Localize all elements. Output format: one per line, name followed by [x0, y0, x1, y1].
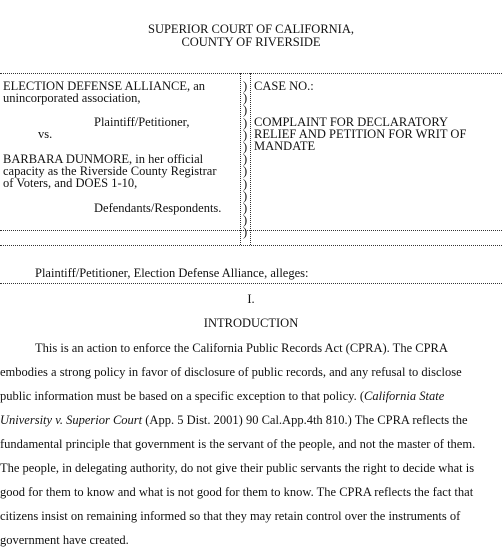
caption-paren: ) — [243, 225, 248, 240]
court-name: SUPERIOR COURT OF CALIFORNIA, — [148, 22, 354, 36]
body-line-8: citizens insist on remaining informed so that they may retain control over the instruments of — [0, 509, 461, 523]
pleading-title-line-2: RELIEF AND PETITION FOR WRIT OF — [254, 127, 467, 141]
plaintiff-role: Plaintiff/Petitioner, — [94, 115, 190, 129]
section-number: I. — [247, 292, 255, 306]
defendant-line-2: capacity as the Riverside County Registrar — [3, 164, 217, 178]
court-county: COUNTY OF RIVERSIDE — [181, 35, 321, 49]
caption-paren: ) — [243, 188, 248, 203]
versus: vs. — [38, 127, 53, 141]
body-line-5: fundamental principle that government is the servant of the people, and not the master of them. — [0, 437, 476, 451]
body-line-1: This is an action to enforce the California Public Records Act (CPRA). The CPRA — [35, 341, 448, 355]
body-line-4 — [0, 408, 502, 432]
plaintiff-name-line-2: unincorporated association, — [3, 91, 141, 105]
defendant-role: Defendants/Respondents. — [94, 201, 222, 215]
body-line-3-text: public information must be based on a specific exception to that policy. ( — [0, 389, 365, 403]
pleading-title-line-1: COMPLAINT FOR DECLARATORY — [254, 115, 449, 129]
caption-paren: ) — [243, 91, 248, 106]
body-line-3 — [0, 384, 502, 408]
caption-divider-right — [250, 73, 251, 245]
caption-paren: ) — [243, 79, 248, 93]
body-line-4-text: (App. 5 Dist. 2001) 90 Cal.App.4th 810.) The CPRA reflects the — [142, 413, 468, 427]
caption-paren: ) — [243, 176, 248, 191]
plaintiff-name-line-1: ELECTION DEFENSE ALLIANCE, an — [3, 79, 206, 93]
caption-paren: ) — [243, 201, 248, 215]
allegation-underline — [0, 283, 502, 284]
pleading-title-line-3: MANDATE — [254, 139, 316, 153]
body-line-7: good for them to know and what is not good for them to know. The CPRA reflects the fact that — [0, 485, 474, 499]
caption-mid-border — [0, 230, 502, 231]
body-line-9: government have created. — [0, 533, 129, 547]
defendant-line-3: of Voters, and DOES 1-10, — [3, 176, 138, 190]
caption-paren: ) — [243, 164, 248, 179]
caption-paren: ) — [243, 103, 248, 118]
caption-paren: ) — [243, 213, 248, 228]
caption-paren: ) — [243, 152, 248, 167]
body-line-2: embodies a strong policy in favor of disclosure of public records, and any refusal to disclose — [0, 365, 462, 379]
caption-paren: ) — [243, 115, 248, 130]
allegation-line: Plaintiff/Petitioner, Election Defense Alliance, alleges: — [35, 266, 309, 280]
case-citation-part-2: University v. Superior Court — [0, 413, 143, 427]
caption-bottom-border — [0, 245, 502, 246]
caption-paren: ) — [243, 140, 248, 154]
caption-divider-left — [240, 73, 241, 245]
caption-top-border — [0, 73, 502, 74]
case-number-label: CASE NO.: — [254, 79, 314, 93]
case-citation-part-1: California State — [364, 389, 445, 403]
defendant-line-1: BARBARA DUNMORE, in her official — [3, 152, 204, 166]
section-title: INTRODUCTION — [203, 316, 299, 330]
caption-paren: ) — [243, 127, 248, 142]
body-line-6: The people, in delegating authority, do not give their public servants the right to decide what is — [0, 461, 475, 475]
